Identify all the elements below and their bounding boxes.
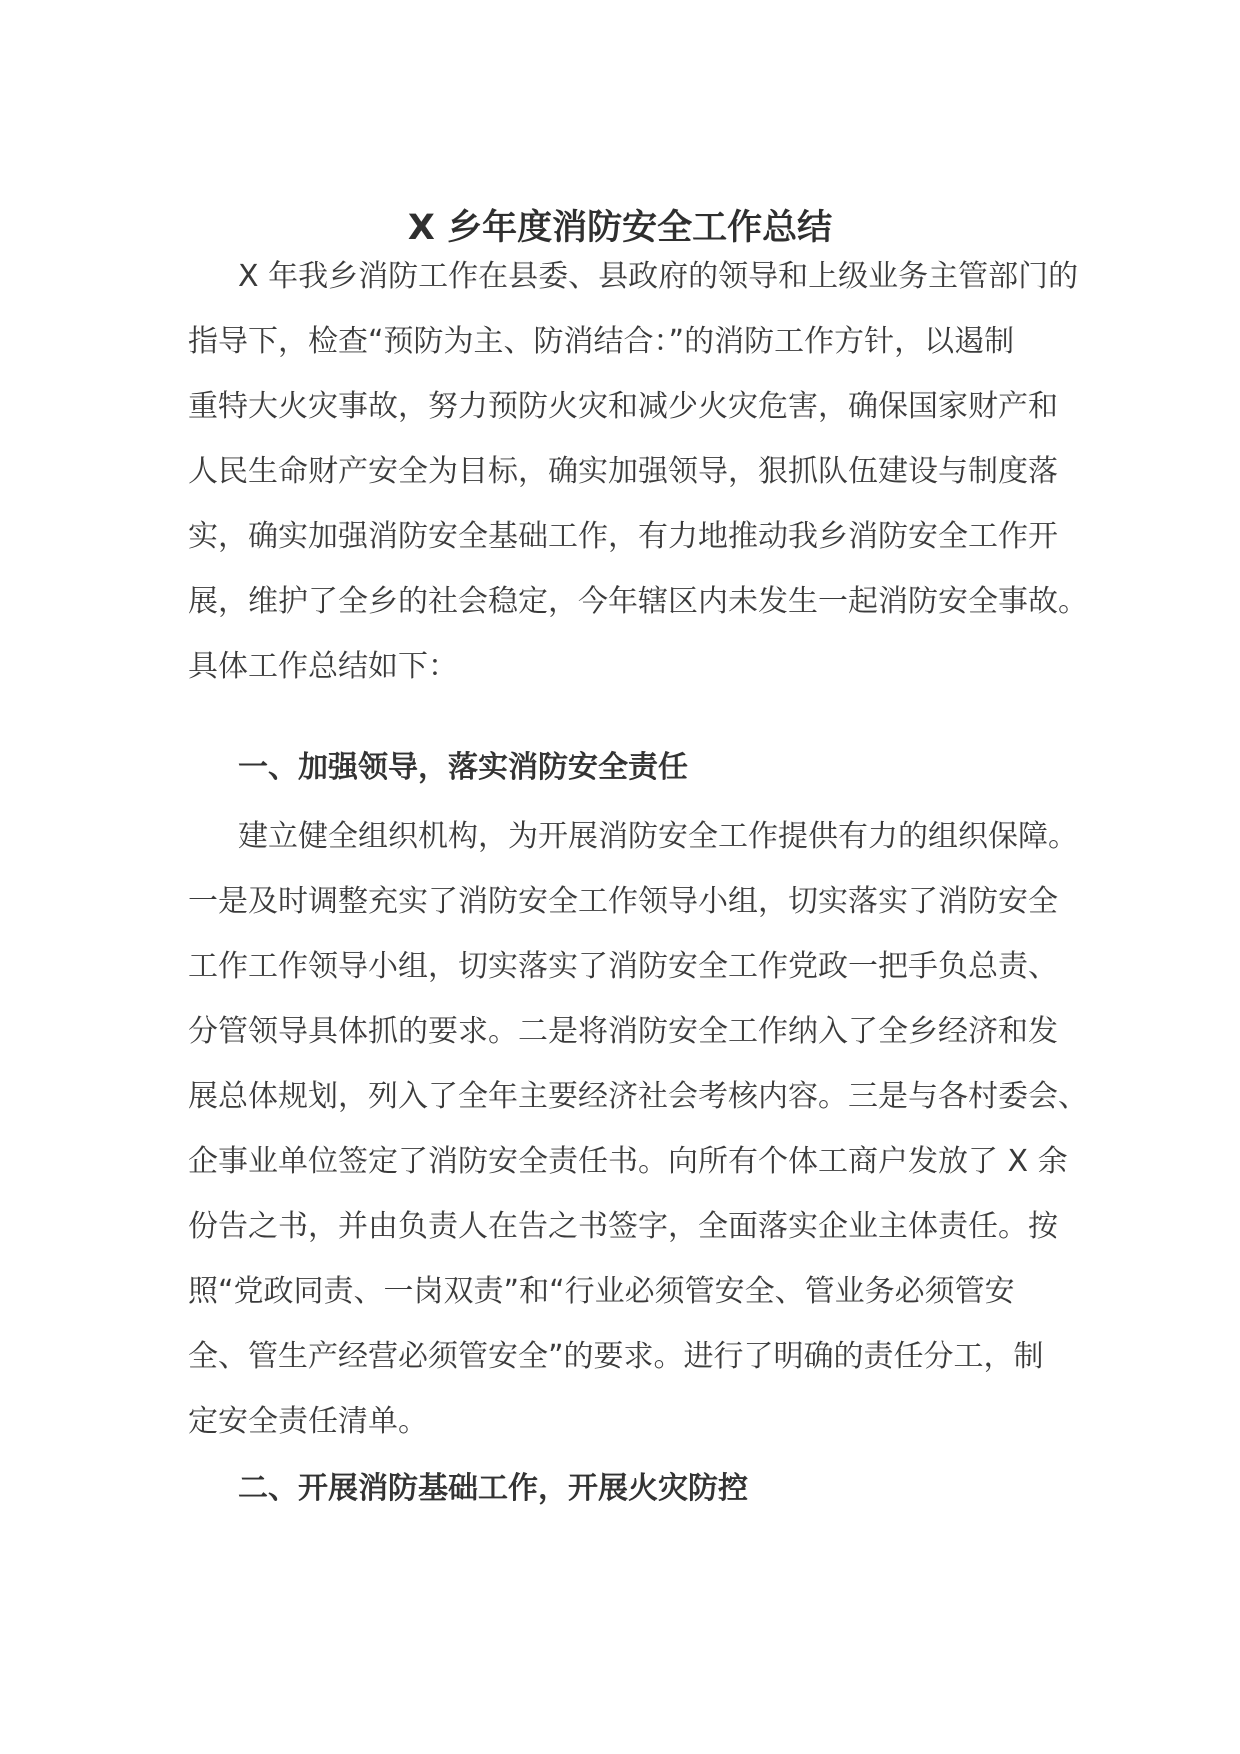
text-line: 人民生命财产安全为目标，确实加强领导，狠抓队伍建设与制度落 bbox=[188, 454, 1058, 489]
text-line: 展，维护了全乡的社会稳定，今年辖区内未发生一起消防安全事故。 bbox=[188, 584, 1088, 619]
section-heading-1: 一、加强领导，落实消防安全责任 bbox=[238, 750, 688, 785]
document-title: X 乡年度消防安全工作总结 bbox=[407, 208, 833, 248]
text-line: 工作工作领导小组，切实落实了消防安全工作党政一把手负总责、 bbox=[188, 949, 1058, 984]
text-line: X 年我乡消防工作在县委、县政府的领导和上级业务主管部门的 bbox=[238, 259, 1079, 294]
text-line: 实，确实加强消防安全基础工作，有力地推动我乡消防安全工作开 bbox=[188, 519, 1058, 554]
text-line: 全、管生产经营必须管安全”的要求。进行了明确的责任分工，制 bbox=[188, 1339, 1044, 1374]
text-line: 定安全责任清单。 bbox=[188, 1404, 428, 1439]
section-heading-2: 二、开展消防基础工作，开展火灾防控 bbox=[238, 1471, 748, 1506]
text-line: 分管领导具体抓的要求。二是将消防安全工作纳入了全乡经济和发 bbox=[188, 1014, 1058, 1049]
text-line: 建立健全组织机构，为开展消防安全工作提供有力的组织保障。 bbox=[238, 819, 1078, 854]
text-line: 一是及时调整充实了消防安全工作领导小组，切实落实了消防安全 bbox=[188, 884, 1058, 919]
text-line: 展总体规划，列入了全年主要经济社会考核内容。三是与各村委会、 bbox=[188, 1079, 1088, 1114]
section-1-paragraph bbox=[188, 804, 1088, 1454]
intro-paragraph bbox=[188, 244, 1088, 699]
text-line: 指导下，检查“预防为主、防消结合：”的消防工作方针，以遏制 bbox=[188, 324, 1015, 359]
text-line: 份告之书，并由负责人在告之书签字，全面落实企业主体责任。按 bbox=[188, 1209, 1058, 1244]
text-line: 重特大火灾事故，努力预防火灾和减少火灾危害，确保国家财产和 bbox=[188, 389, 1058, 424]
text-line: 照“党政同责、一岗双责”和“行业必须管安全、管业务必须管安 bbox=[188, 1274, 1015, 1309]
text-line: 具体工作总结如下： bbox=[188, 649, 458, 684]
text-line: 企事业单位签定了消防安全责任书。向所有个体工商户发放了 X 余 bbox=[188, 1144, 1068, 1179]
